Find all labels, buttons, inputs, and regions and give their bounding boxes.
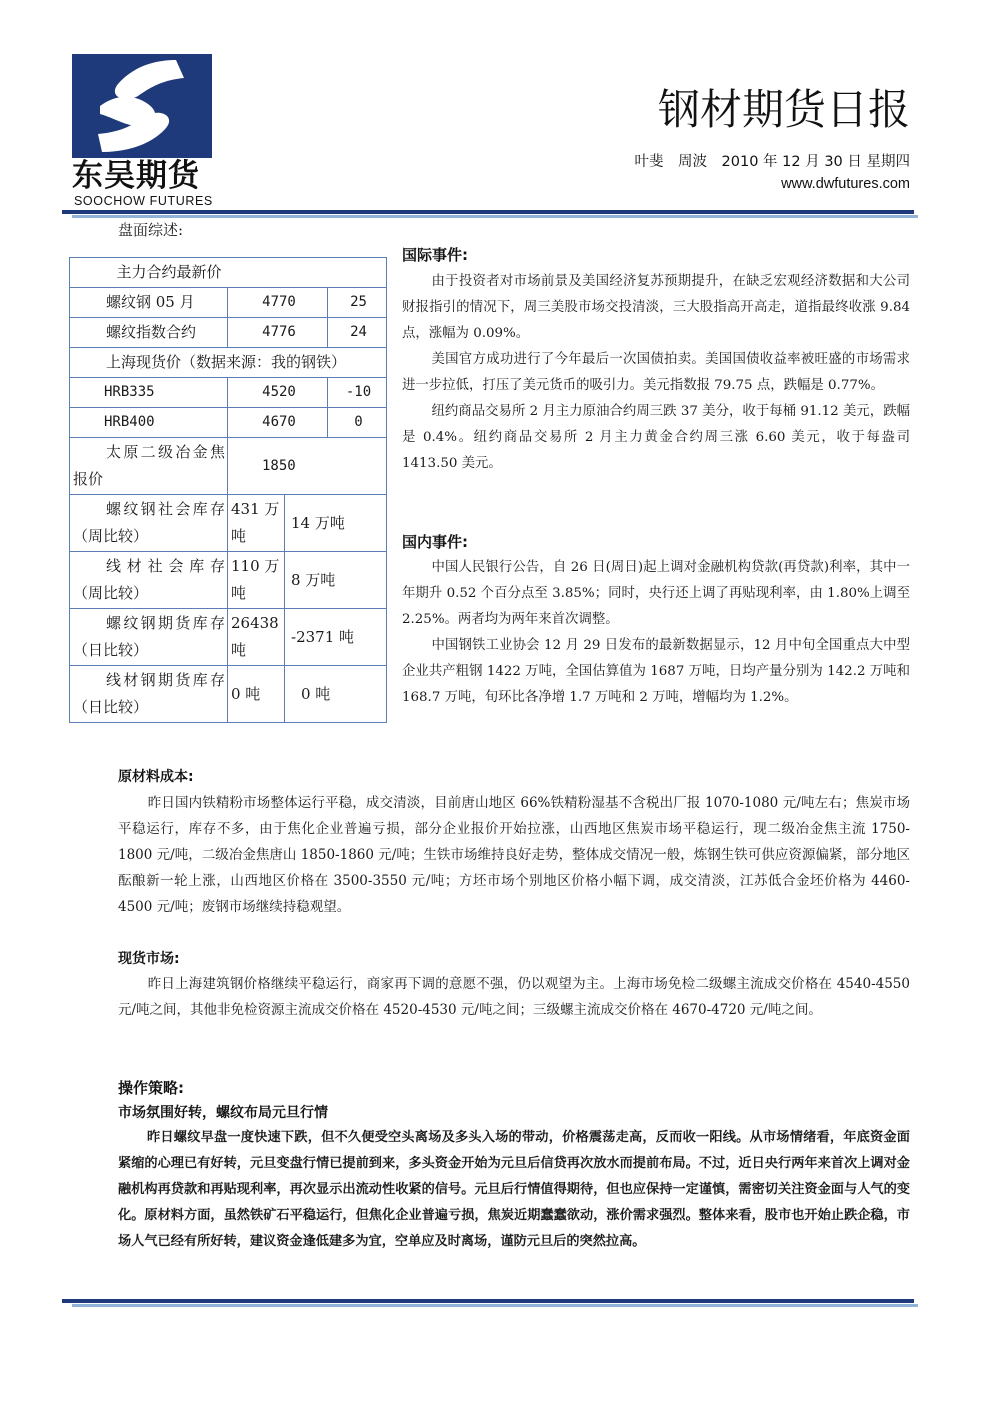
spot-price: 4670 [228, 408, 328, 438]
inventory-change: 14 万吨 [285, 495, 387, 552]
paragraph: 中国钢铁工业协会 12 月 29 日发布的最新数据显示，12 月中旬全国重点大中型企业共产粗钢 1422 万吨，全国估算值为 1687 万吨，日均产量分别为 142.2 万吨和 168.7 万吨，旬环比各净增 1.7 万吨和 2 万吨，增幅均为 1.2%。 [402, 638, 910, 705]
domestic-body [402, 555, 910, 711]
spot-grade: HRB335 [70, 378, 228, 408]
paragraph: 由于投资者对市场前景及美国经济复苏预期提升，在缺乏宏观经济数据和大公司财报指引的情况下，周三美股市场交投清淡，三大股指高开高走，道指最终收涨 9.84 点，涨幅为 0.09%。 [402, 274, 910, 341]
inventory-change: -2371 吨 [285, 609, 387, 666]
strategy-subheading: 市场氛围好转，螺纹布局元旦行情 [118, 1105, 328, 1121]
raw-materials-body [118, 790, 910, 920]
logo-chinese-name: 东吴期货 [72, 158, 200, 194]
paragraph: 美国官方成功进行了今年最后一次国债拍卖。美国国债收益率被旺盛的市场需求进一步拉低，打压了美元货币的吸引力。美元指数报 79.75 点，跌幅是 0.77%。 [402, 352, 910, 393]
soochow-logo [72, 54, 212, 158]
table-row [70, 609, 387, 666]
paragraph: 中国人民银行公告，自 26 日(周日)起上调对金融机构贷款(再贷款)利率，其中一年期升 0.52 个百分点至 3.85%；同时，央行还上调了再贴现利率，由 1.80%上调至 2.25%。两者均为两年来首次调整。 [402, 560, 910, 627]
inventory-value: 0 吨 [228, 666, 285, 723]
table-row [70, 258, 387, 288]
table-row [70, 438, 387, 495]
inventory-change: 0 吨 [285, 666, 387, 723]
table-row [70, 288, 387, 318]
inventory-name: 螺纹钢社会库存（周比较） [70, 495, 228, 552]
table-row [70, 348, 387, 378]
contract-name: 螺纹钢 05 月 [70, 288, 228, 318]
header-rule-light [72, 215, 918, 218]
inventory-value: 110 万吨 [228, 552, 285, 609]
inventory-change: 8 万吨 [285, 552, 387, 609]
report-title: 钢材期货日报 [657, 85, 910, 134]
report-byline: 叶斐 周波 2010 年 12 月 30 日 星期四 [634, 154, 910, 170]
spot-market-body [118, 971, 910, 1023]
table-title: 主力合约最新价 [70, 258, 387, 288]
contract-change: 24 [328, 318, 387, 348]
spot-change: 0 [328, 408, 387, 438]
logo-english-name: SOOCHOW FUTURES [74, 194, 213, 208]
coke-price-value: 1850 [228, 438, 387, 495]
coke-price-name: 太原二级冶金焦报价 [70, 438, 228, 495]
table-row [70, 408, 387, 438]
footer-rule-dark [62, 1299, 914, 1303]
spot-market-heading: 现货市场: [118, 951, 180, 967]
inventory-name: 线材社会库存（周比较） [70, 552, 228, 609]
footer-rule-light [72, 1304, 918, 1307]
contract-price: 4776 [228, 318, 328, 348]
domestic-heading: 国内事件: [402, 533, 468, 551]
paragraph: 昨日上海建筑钢价格继续平稳运行，商家再下调的意愿不强，仍以观望为主。上海市场免检二级螺主流成交价格在 4540-4550 元/吨之间，其他非免检资源主流成交价格在 4520-4530 元/吨之间；三级螺主流成交价格在 4670-4720 元/吨之间。 [118, 976, 910, 1018]
contract-name: 螺纹指数合约 [70, 318, 228, 348]
table-row [70, 666, 387, 723]
international-heading: 国际事件: [402, 246, 468, 264]
inventory-name: 线材钢期货库存（日比较） [70, 666, 228, 723]
spot-grade: HRB400 [70, 408, 228, 438]
website-link[interactable]: www.dwfutures.com [781, 176, 910, 192]
spot-price-title: 上海现货价（数据来源：我的钢铁） [70, 348, 387, 378]
strategy-heading: 操作策略: [118, 1079, 184, 1097]
spot-change: -10 [328, 378, 387, 408]
table-row [70, 318, 387, 348]
market-price-table [69, 257, 387, 723]
header-rule-dark [62, 210, 914, 214]
table-row [70, 495, 387, 552]
paragraph: 昨日国内铁精粉市场整体运行平稳，成交清淡，目前唐山地区 66%铁精粉湿基不含税出厂报 1070-1080 元/吨左右；焦炭市场平稳运行，库存不多，由于焦化企业普遍亏损，部分企业报价开始拉涨，山西地区焦炭市场平稳运行，现二级冶金焦主流 1750-1800 元/吨，二级冶金焦唐山 1850-1860 元/吨；生铁市场维持良好走势，整体成交情况一般，炼钢生铁可供应资源偏紧，部分地区酝酿新一轮上涨，山西地区价格在 3500-3550 元/吨；方坯市场个别地区价格小幅下调，成交清淡，江苏低合金坯价格为 4460-4500 元/吨；废钢市场继续持稳观望。 [118, 795, 910, 915]
paragraph: 昨日螺纹早盘一度快速下跌，但不久便受空头离场及多头入场的带动，价格震荡走高，反而收一阳线。从市场情绪看，年底资金面紧缩的心理已有好转，元旦变盘行情已提前到来，多头资金开始为元旦后信贷再次放水而提前布局。不过，近日央行两年来首次上调对金融机构再贷款和再贴现利率，再次显示出流动性收紧的信号。元旦后行情值得期待，但也应保持一定谨慎，需密切关注资金面与人气的变化。原材料方面，虽然铁矿石平稳运行，但焦化企业普遍亏损，焦炭近期蠢蠢欲动，涨价需求强烈。整体来看，股市也开始止跌企稳，市场人气已经有所好转，建议资金逢低建多为宜，空单应及时离场，谨防元旦后的突然拉高。 [118, 1130, 910, 1249]
raw-materials-heading: 原材料成本: [118, 769, 194, 785]
table-row [70, 378, 387, 408]
paragraph: 纽约商品交易所 2 月主力原油合约周三跌 37 美分，收于每桶 91.12 美元，跌幅是 0.4%。纽约商品交易所 2 月主力黄金合约周三涨 6.60 美元，收于每盎司 1413.50 美元。 [402, 404, 910, 471]
inventory-name: 螺纹钢期货库存（日比较） [70, 609, 228, 666]
table-row [70, 552, 387, 609]
international-body [402, 269, 910, 477]
contract-price: 4770 [228, 288, 328, 318]
overview-label: 盘面综述: [118, 221, 184, 239]
inventory-value: 26438 吨 [228, 609, 285, 666]
contract-change: 25 [328, 288, 387, 318]
inventory-value: 431 万吨 [228, 495, 285, 552]
spot-price: 4520 [228, 378, 328, 408]
strategy-body [118, 1125, 910, 1255]
